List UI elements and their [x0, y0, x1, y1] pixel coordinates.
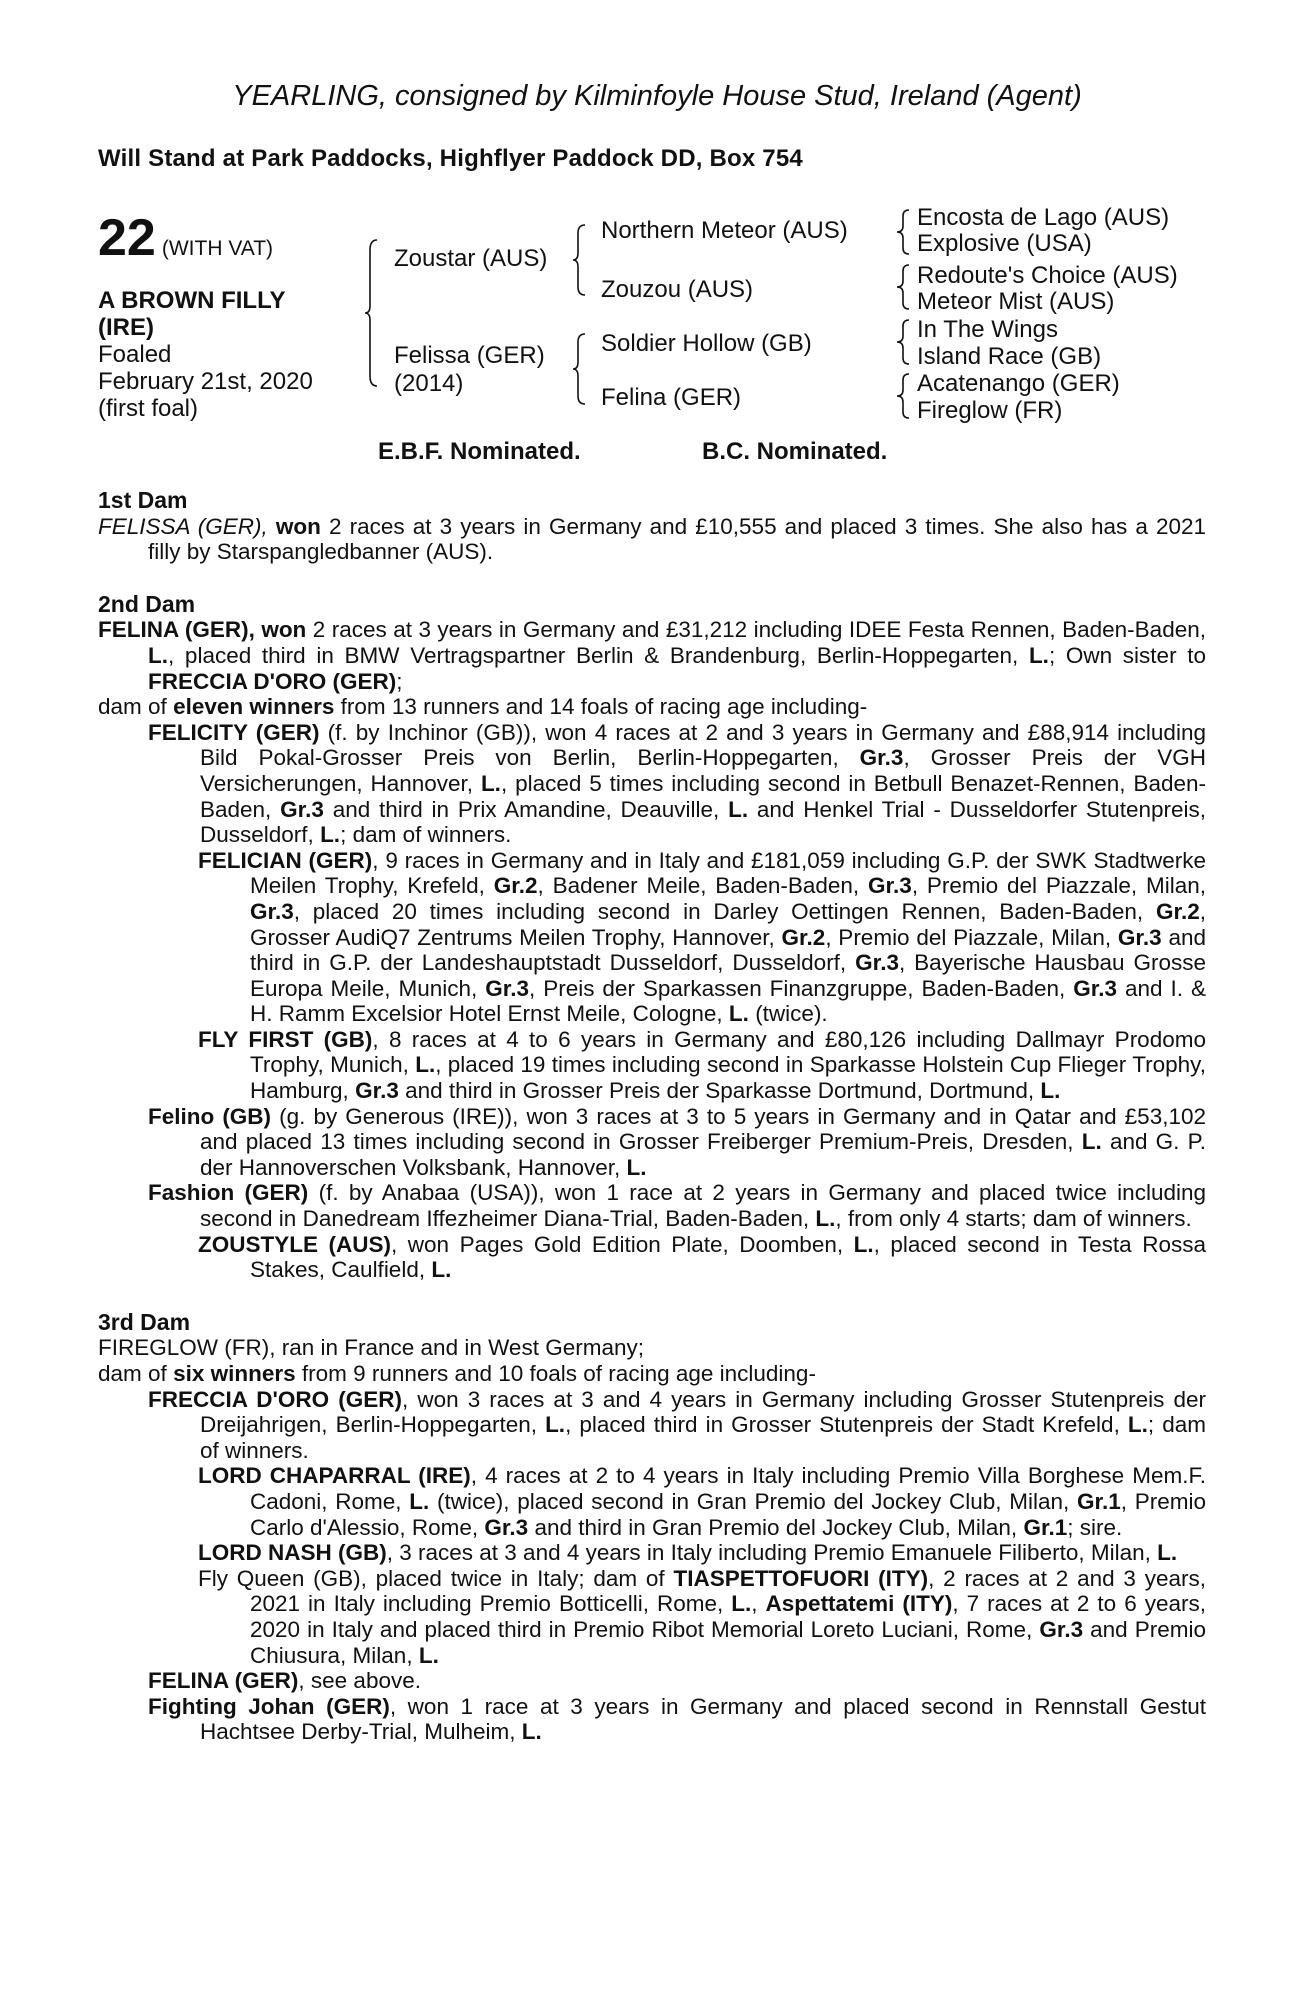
text: , placed 5 times including second in Betbull Benazet-Rennen, Baden-Baden, — [200, 770, 1206, 822]
pedigree-bracket-g3c — [897, 318, 913, 368]
text: (f. by Inchinor (GB)), won 4 races at 2 and 3 years in Germany and £88,914 including Bild Pokal-Grosser Preis von Berlin, Berlin-Hoppegarten, — [200, 719, 1206, 771]
produce-name: Felino (GB) — [148, 1103, 272, 1129]
pedigree-gen3-2: Explosive (USA) — [917, 230, 1092, 257]
group-tag: Gr.3 — [355, 1078, 399, 1104]
group-tag: Gr.1 — [1076, 1488, 1121, 1514]
text: , Premio del Piazzale, Milan, — [825, 924, 1112, 950]
group-tag: Gr.2 — [1155, 898, 1200, 924]
text: from 13 runners and 14 foals of racing age including- — [340, 694, 868, 720]
text: , 4 races at 2 to 4 years in Italy including Premio Villa Borghese Mem.F. Cadoni, Rome, — [250, 1463, 1207, 1514]
page-title: YEARLING, consigned by Kilminfoyle House Stud, Ireland (Agent) — [232, 80, 1082, 112]
text: ; dam of winners. — [340, 822, 512, 848]
text: , see above. — [298, 1668, 421, 1694]
pedigree-dam: Felissa (GER) — [394, 342, 545, 369]
pedigree-dam-dam: Felina (GER) — [601, 384, 742, 411]
group-tag: Gr.3 — [1039, 1616, 1084, 1642]
pedigree-gen3-6: Island Race (GB) — [917, 343, 1102, 370]
pedigree-bracket-g3d — [897, 372, 913, 422]
foal-note: (first foal) — [98, 395, 199, 422]
listed-tag: L. — [431, 1257, 452, 1283]
listed-tag: L. — [728, 796, 749, 822]
third-dam-line: FIREGLOW (FR), ran in France and in West Germany; — [98, 1335, 644, 1361]
text: (twice), placed second in Gran Premio del Jockey Club, Milan, — [437, 1488, 1070, 1514]
first-dam-name: FELISSA (GER), — [98, 513, 268, 539]
text: , placed third in Grosser Stutenpreis der Stadt Krefeld, — [565, 1412, 1120, 1438]
group-tag: Gr.2 — [493, 873, 538, 899]
pedigree-sire: Zoustar (AUS) — [394, 245, 548, 272]
listed-tag: L. — [148, 642, 168, 668]
winner-count: six winners — [173, 1361, 296, 1386]
produce-name: FLY FIRST (GB) — [198, 1026, 373, 1052]
text: and I. & H. Ramm Excelsior Hotel Ernst Meile, Cologne, — [250, 975, 1206, 1027]
listed-tag: L. — [1157, 1540, 1178, 1566]
text: ; Own sister to — [1048, 642, 1206, 668]
first-dam-heading: 1st Dam — [98, 487, 188, 513]
text: dam of — [98, 1361, 167, 1386]
listed-tag: L. — [415, 1052, 436, 1078]
text: , won Pages Gold Edition Plate, Doomben, — [391, 1231, 844, 1257]
produce-entry — [98, 1104, 1206, 1181]
text: , 2 races at 2 and 3 years, 2021 in Italy including Premio Botticelli, Rome, — [250, 1565, 1206, 1617]
produce-entry — [98, 1694, 1206, 1745]
group-tag: Gr.3 — [1073, 975, 1118, 1001]
text: and G. P. der Hannoverschen Volksbank, Hannover, — [200, 1129, 1206, 1180]
produce-name: ZOUSTYLE (AUS) — [198, 1231, 392, 1257]
produce-name: Aspettatemi (ITY) — [765, 1591, 953, 1617]
text: , from only 4 starts; dam of winners. — [835, 1206, 1192, 1232]
text: , 3 races at 3 and 4 years in Italy including Premio Emanuele Filiberto, Milan, — [386, 1540, 1151, 1566]
text: , 7 races at 2 to 6 years, 2020 in Italy and placed third in Premio Ribot Memorial Loreto Luciani, Rome, — [250, 1591, 1206, 1642]
group-tag: Gr.1 — [1023, 1514, 1068, 1540]
group-tag: Gr.3 — [250, 898, 294, 924]
first-dam-won: won — [275, 513, 321, 539]
produce-entry — [98, 1232, 1206, 1283]
produce-name: FELICITY (GER) — [148, 719, 320, 745]
produce-name: Fighting Johan (GER) — [148, 1693, 390, 1719]
lot-number: 22 — [98, 209, 156, 267]
produce-entry — [98, 1463, 1206, 1540]
pedigree-gen3-5: In The Wings — [917, 316, 1058, 343]
horse-title-line1: A BROWN FILLY — [98, 287, 286, 314]
produce-entry — [98, 1540, 1206, 1566]
second-dam-paragraph — [98, 617, 1206, 694]
pedigree-gen3-4: Meteor Mist (AUS) — [917, 288, 1115, 315]
pedigree-sire-dam: Zouzou (AUS) — [601, 276, 754, 303]
text: , placed third in BMW Vertragspartner Berlin & Brandenburg, Berlin-Hoppegarten, — [168, 642, 1019, 668]
pedigree-bracket-dam — [573, 332, 589, 407]
produce-name: FELINA (GER) — [148, 1668, 299, 1694]
listed-tag: L. — [731, 1591, 752, 1617]
listed-tag: L. — [853, 1231, 874, 1257]
pedigree-bracket-g3a — [897, 208, 913, 258]
third-dam-heading: 3rd Dam — [98, 1308, 191, 1335]
vat-note: (WITH VAT) — [161, 237, 274, 260]
horse-title-line2: (IRE) — [98, 314, 154, 341]
pedigree-dam-sire: Soldier Hollow (GB) — [601, 330, 812, 357]
text: ; dam of winners. — [200, 1412, 1206, 1463]
pedigree-sire-sire: Northern Meteor (AUS) — [601, 217, 848, 244]
listed-tag: L. — [521, 1719, 542, 1745]
text: (twice). — [755, 1001, 828, 1027]
group-tag: Gr.3 — [859, 745, 904, 771]
text: from 9 runners and 10 foals of racing age including- — [301, 1361, 816, 1386]
text: , won 1 race at 3 years in Germany and placed second in Rennstall Gestut Hachtsee Derby-Trial, Mulheim, — [200, 1693, 1206, 1745]
winner-count: eleven winners — [173, 694, 335, 720]
text: and third in Grosser Preis der Sparkasse Dortmund, Dortmund, — [405, 1078, 1035, 1104]
text: , placed second in Testa Rossa Stakes, Caulfield, — [250, 1231, 1206, 1283]
text: (f. by Anabaa (USA)), won 1 race at 2 years in Germany and placed twice including second in Danedream Iffezheimer Diana-Trial, Baden-Baden, — [200, 1180, 1206, 1232]
group-tag: Gr.3 — [280, 796, 324, 822]
produce-entry — [98, 1027, 1206, 1104]
pedigree-notes — [98, 488, 1206, 1745]
foaled-label: Foaled — [98, 341, 172, 368]
produce-entry — [98, 1180, 1206, 1231]
text: , Preis der Sparkassen Finanzgruppe, Baden-Baden, — [529, 975, 1066, 1001]
pedigree-bracket-sire — [573, 223, 589, 298]
produce-name: FRECCIA D'ORO (GER) — [148, 1386, 402, 1412]
produce-entry — [98, 848, 1206, 1027]
second-dam-heading: 2nd Dam — [98, 590, 196, 617]
listed-tag: L. — [545, 1412, 566, 1438]
text: and third in Gran Premio del Jockey Club, Milan, — [534, 1514, 1018, 1540]
text: , 8 races at 4 to 6 years in Germany and £80,126 including Dallmayr Prodomo Trophy, Munich, — [250, 1026, 1206, 1078]
text: , Premio del Piazzale, Milan, — [911, 873, 1206, 899]
listed-tag: L. — [1040, 1078, 1061, 1104]
produce-name: TIASPETTOFUORI (ITY) — [673, 1565, 929, 1591]
second-dam-dam-of — [98, 694, 1206, 720]
listed-tag: L. — [1081, 1129, 1102, 1155]
text: , placed 19 times including second in Sparkasse Holstein Cup Flieger Trophy, Hamburg, — [250, 1052, 1206, 1104]
text: , Grosser AudiQ7 Zentrums Meilen Trophy, Hannover, — [250, 898, 1206, 950]
third-dam-dam-of — [98, 1361, 1206, 1387]
produce-entry: Fly Queen (GB), placed twice in Italy; dam of TIASPETTOFUORI (ITY), 2 races at 2 and 3 years, 2021 in Italy including Premio Botticelli, Rome, L., Aspettatemi (ITY), 7 races at 2 to 6 years, 2020 in Italy and placed third in Premio Ribot Memorial Loreto Luciani, Rome, Gr.3 and Premio Chiusura, Milan, L. — [198, 1565, 1206, 1668]
text: ; sire. — [1067, 1514, 1123, 1540]
pedigree-bracket-g3b — [897, 263, 913, 313]
ebf-nomination: E.B.F. Nominated. — [378, 438, 581, 465]
lot-number-block — [98, 208, 273, 268]
pedigree-gen3-1: Encosta de Lago (AUS) — [917, 204, 1170, 231]
group-tag: Gr.3 — [868, 873, 912, 899]
produce-entry — [98, 1668, 1206, 1694]
group-tag: Gr.2 — [781, 924, 826, 950]
text: ; — [396, 668, 403, 694]
produce-name: Fashion (GER) — [148, 1180, 309, 1206]
pedigree-bracket-gen1 — [365, 238, 381, 388]
horse-description — [98, 287, 348, 422]
first-dam-text: 2 races at 3 years in Germany and £10,555 and placed 3 times. She also has a 2021 filly by Starspangledbanner (AUS). — [148, 513, 1206, 565]
listed-tag: L. — [728, 1001, 749, 1027]
first-dam-paragraph — [98, 514, 1206, 565]
text: , Bayerische Hausbau Grosse Europa Meile, Munich, — [250, 950, 1206, 1001]
text: and Premio Chiusura, Milan, — [250, 1616, 1206, 1668]
produce-entry — [98, 720, 1206, 848]
group-tag: Gr.3 — [855, 950, 899, 976]
group-tag: Gr.3 — [484, 1514, 529, 1540]
produce-name: FELICIAN (GER) — [198, 847, 373, 873]
produce-name: LORD NASH (GB) — [198, 1540, 387, 1566]
group-tag: Gr.3 — [485, 975, 529, 1001]
pedigree-dam-year: (2014) — [394, 370, 464, 397]
text: , 9 races in Germany and in Italy and £181,059 including G.P. der SWK Stadtwerke Meilen Trophy, Krefeld, — [250, 847, 1206, 899]
pedigree-gen3-7: Acatenango (GER) — [917, 370, 1120, 397]
pedigree-gen3-3: Redoute's Choice (AUS) — [917, 262, 1178, 289]
text: , won 3 races at 3 and 4 years in Germany including Grosser Stutenpreis der Dreijahrigen, Berlin-Hoppegarten, — [200, 1386, 1206, 1438]
listed-tag: L. — [409, 1488, 430, 1514]
text: Fly Queen (GB), placed twice in Italy; dam of — [198, 1565, 665, 1591]
listed-tag: L. — [815, 1206, 836, 1232]
text: and third in Prix Amandine, Deauville, — [332, 796, 720, 822]
text: , placed 20 times including second in Darley Oettingen Rennen, Baden-Baden, — [293, 898, 1144, 924]
text: (g. by Generous (IRE)), won 3 races at 3 to 5 years in Germany and in Qatar and £53,102 and placed 13 times including second in Grosser Freiberger Premium-Preis, Dresden, — [200, 1103, 1207, 1155]
text: , Badener Meile, Baden-Baden, — [537, 873, 860, 899]
listed-tag: L. — [418, 1642, 439, 1668]
text: and Henkel Trial - Dusseldorfer Stutenpreis, Dusseldorf, — [200, 796, 1206, 848]
text: and third in G.P. der Landeshauptstadt Dusseldorf, Dusseldorf, — [250, 924, 1206, 976]
text: , Premio Carlo d'Alessio, Rome, — [250, 1488, 1207, 1540]
bc-nomination: B.C. Nominated. — [702, 438, 888, 465]
text: 2 races at 3 years in Germany and £31,212 including IDEE Festa Rennen, Baden-Baden, — [312, 617, 1206, 643]
listed-tag: L. — [626, 1154, 647, 1180]
listed-tag: L. — [1127, 1412, 1148, 1438]
listed-tag: L. — [320, 822, 341, 848]
foaled-date: February 21st, 2020 — [98, 368, 313, 395]
stand-location: Will Stand at Park Paddocks, Highflyer Paddock DD, Box 754 — [98, 145, 803, 172]
listed-tag: L. — [1028, 642, 1049, 668]
listed-tag: L. — [480, 770, 501, 796]
group-tag: Gr.3 — [1117, 924, 1162, 950]
produce-entry — [98, 1387, 1206, 1464]
sister-name: FRECCIA D'ORO (GER) — [148, 668, 397, 694]
text: dam of — [98, 694, 167, 720]
text: , Grosser Preis der VGH Versicherungen, Hannover, — [200, 745, 1207, 796]
produce-name: LORD CHAPARRAL (IRE) — [198, 1463, 471, 1489]
pedigree-gen3-8: Fireglow (FR) — [917, 397, 1063, 424]
second-dam-name: FELINA (GER), won — [98, 617, 307, 643]
